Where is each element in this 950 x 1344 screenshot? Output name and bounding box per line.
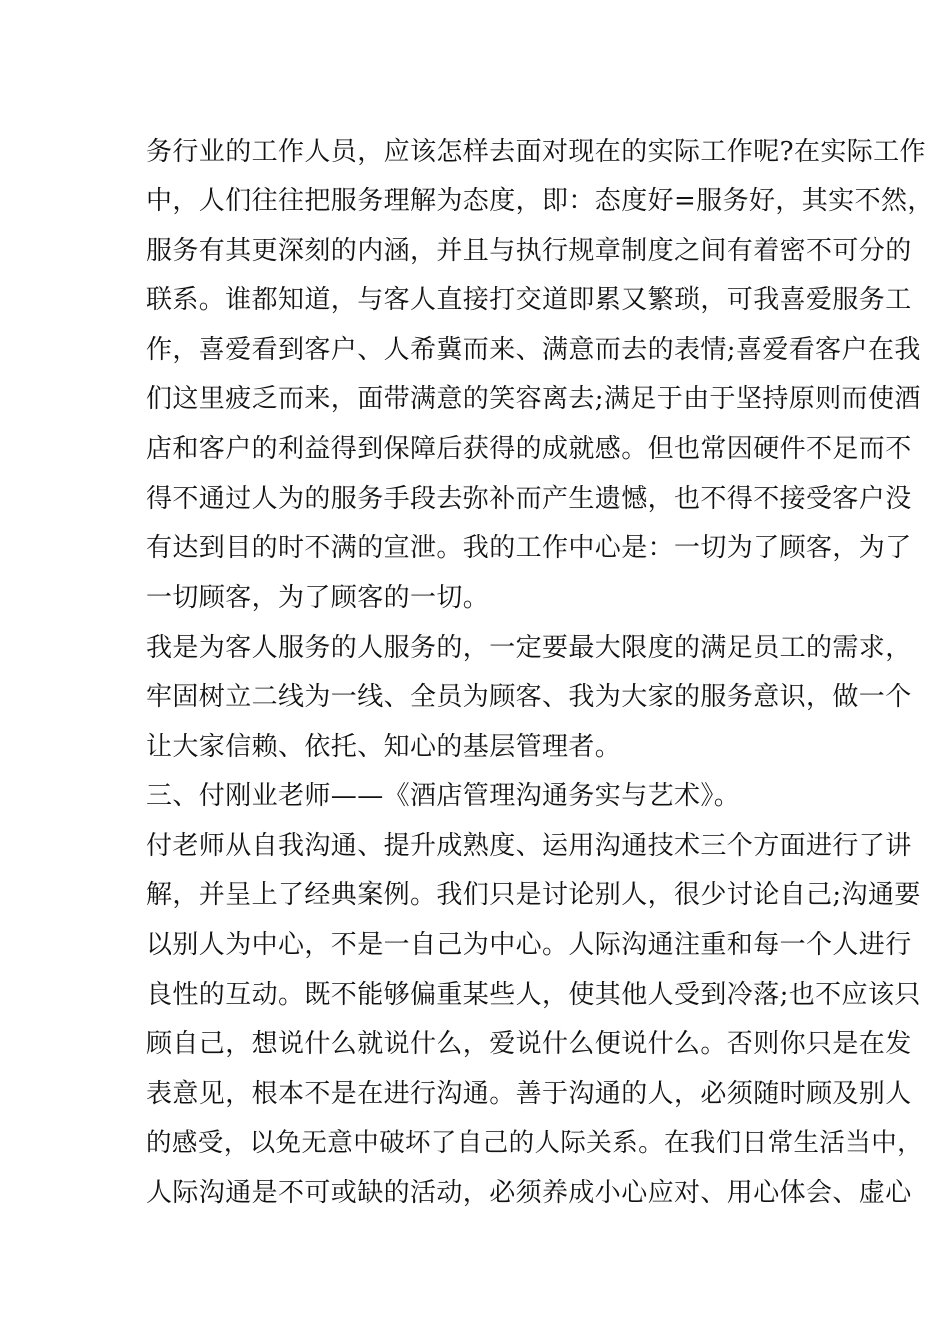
text-line: 表意见，根本不是在进行沟通。善于沟通的人，必须随时顾及别人 (146, 1079, 912, 1109)
text-line: 人际沟通是不可或缺的活动，必须养成小心应对、用心体会、虚心 (146, 1178, 912, 1208)
text-line: 良性的互动。既不能够偏重某些人，使其他人受到冷落;也不应该只 (146, 980, 921, 1010)
text-line: 的感受，以免无意中破坏了自己的人际关系。在我们日常生活当中， (146, 1128, 924, 1158)
text-line: 解，并呈上了经典案例。我们只是讨论别人，很少讨论自己;沟通要 (146, 880, 921, 910)
text-line: 我是为客人服务的人服务的，一定要最大限度的满足员工的需求， (146, 633, 912, 663)
text-line: 一切顾客，为了顾客的一切。 (146, 583, 490, 613)
text-line: 店和客户的利益得到保障后获得的成就感。但也常因硬件不足而不 (146, 434, 912, 464)
text-line: 付老师从自我沟通、提升成熟度、运用沟通技术三个方面进行了讲 (146, 831, 912, 861)
text-line: 务行业的工作人员，应该怎样去面对现在的实际工作呢?在实际工作 (146, 137, 926, 167)
text-line: 得不通过人为的服务手段去弥补而产生遗憾，也不得不接受客户没 (146, 484, 912, 514)
text-line: 中，人们往往把服务理解为态度，即：态度好=服务好，其实不然， (146, 186, 934, 216)
text-line: 顾自己，想说什么就说什么，爱说什么便说什么。否则你只是在发 (146, 1029, 912, 1059)
section-heading: 三、付刚业老师——《酒店管理沟通务实与艺术》。 (146, 781, 741, 811)
text-line: 以别人为中心，不是一自己为中心。人际沟通注重和每一个人进行 (146, 930, 912, 960)
text-line: 联系。谁都知道，与客人直接打交道即累又繁琐，可我喜爱服务工 (146, 285, 912, 315)
text-line: 有达到目的时不满的宣泄。我的工作中心是：一切为了顾客，为了 (146, 533, 912, 563)
text-line: 服务有其更深刻的内涵，并且与执行规章制度之间有着密不可分的 (146, 236, 912, 266)
text-line: 让大家信赖、依托、知心的基层管理者。 (146, 732, 622, 762)
text-line: 们这里疲乏而来，面带满意的笑容离去;满足于由于坚持原则而使酒 (146, 384, 921, 414)
text-line: 作，喜爱看到客户、人希冀而来、满意而去的表情;喜爱看客户在我 (146, 335, 921, 365)
text-line: 牢固树立二线为一线、全员为顾客、我为大家的服务意识，做一个 (146, 682, 912, 712)
